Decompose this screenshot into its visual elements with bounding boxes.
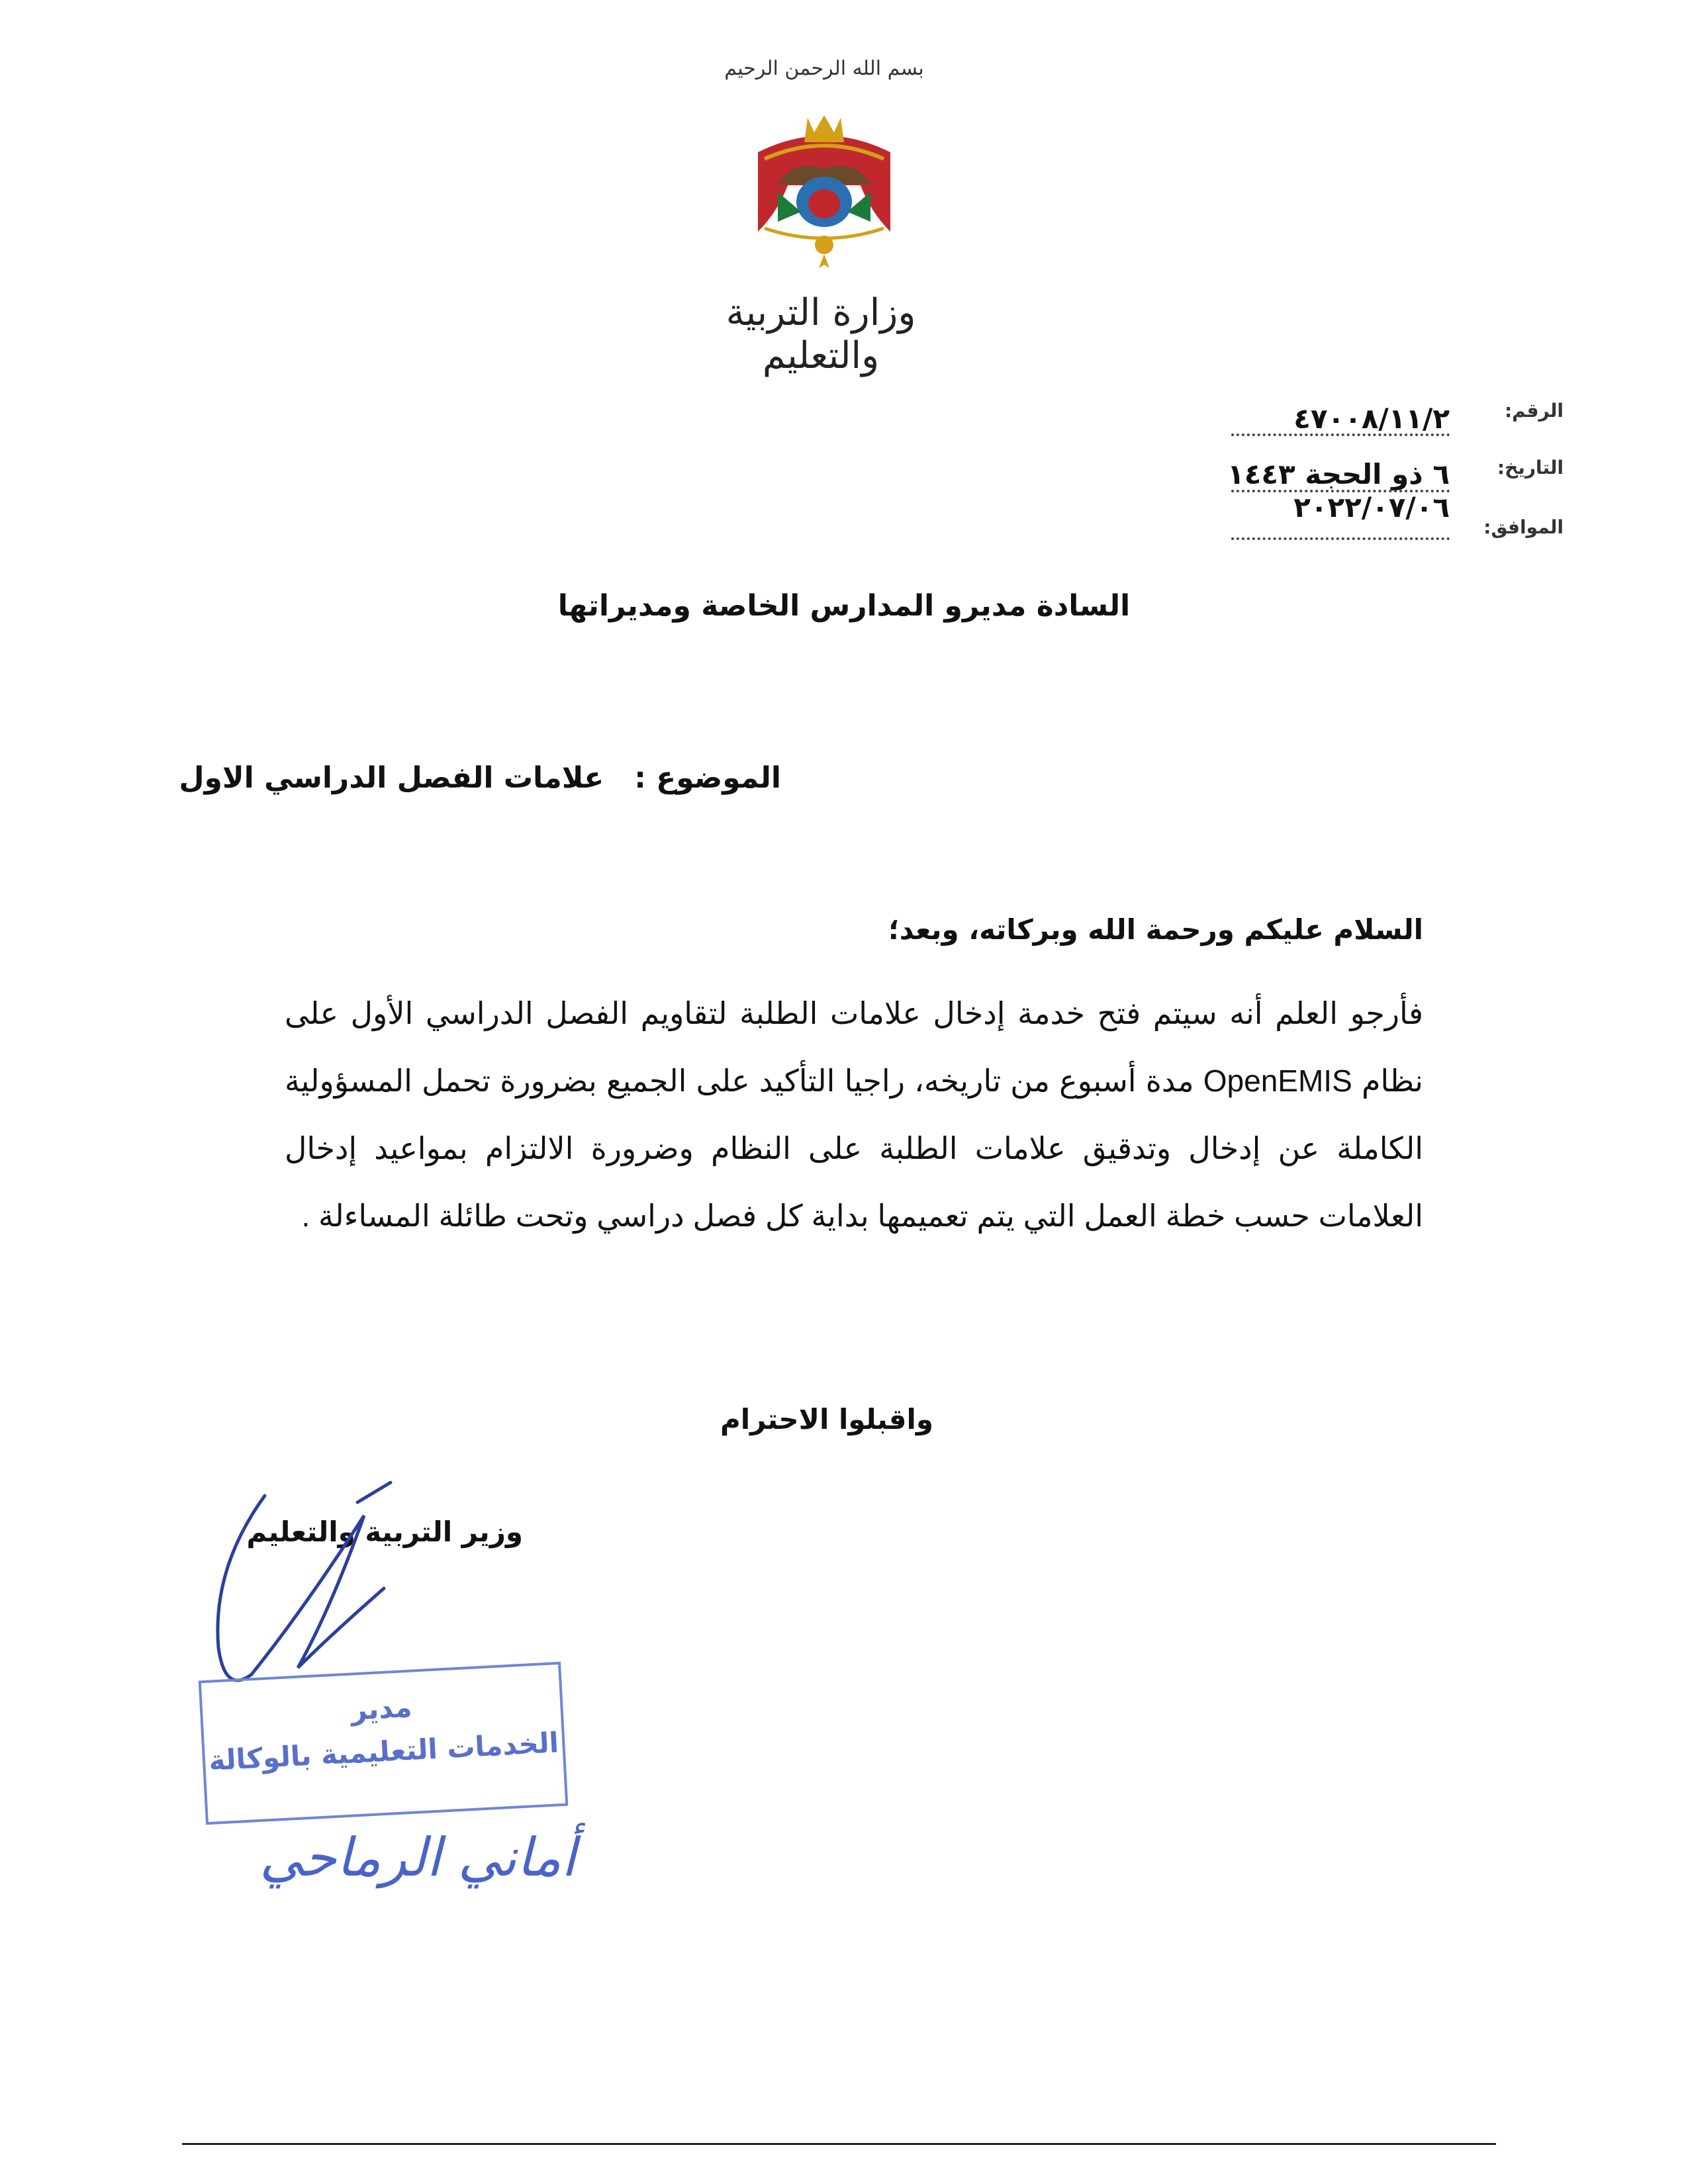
stamp-line-1: مدير [350,1690,413,1727]
stamp-line-2: الخدمات التعليمية بالوكالة [208,1726,560,1777]
date-value: ٦ ذو الحجة ١٤٤٣ [1227,458,1450,490]
corresponding-date-dots [1231,537,1450,540]
date-label: التاريخ: [1497,457,1564,478]
reference-number-value: ٤٧٠٠٨/١١/٢ [1293,402,1450,435]
footer-divider [182,2143,1496,2145]
reference-number-label: الرقم: [1504,400,1564,422]
handwritten-name: أماني الرماحي [259,1827,576,1888]
official-stamp [199,1662,569,1825]
corresponding-date-label: الموافق: [1483,516,1564,538]
subject-label: الموضوع : [634,761,781,795]
subject-text: علامات الفصل الدراسي الاول [179,761,604,795]
subject-line [179,761,781,795]
corresponding-date-value: ٢٠٢٢/٠٧/٠٦ [1293,491,1450,523]
signer-title: وزير التربية والتعليم [246,1516,523,1548]
jordan-coat-of-arms-icon [738,106,910,278]
ministry-title: وزارة التربية والتعليم [726,291,916,377]
addressee: السادة مديرو المدارس الخاصة ومديراتها [557,589,1131,623]
closing-phrase: واقبلوا الاحترام [720,1403,933,1435]
letter-body: فأرجو العلم أنه سيتم فتح خدمة إدخال علامات الطلبة لتقاويم الفصل الدراسي الأول على نظام OpenEMIS مدة أسبوع من تاريخه، راجيا التأكيد على الجميع بضرورة تحمل المسؤولية الكاملة عن إدخال وتدقيق علامات الطلبة على النظام وضرورة الالتزام بمواعيد إدخال العلامات حسب خطة العمل التي يتم تعميمها بداية كل فصل دراسي وتحت طائلة المساءلة . [285,996,1423,1233]
greeting: السلام عليكم ورحمة الله وبركاته، وبعد؛ [888,913,1423,946]
basmala: بسم الله الرحمن الرحيم [724,57,924,80]
reference-number-dots [1231,433,1450,436]
